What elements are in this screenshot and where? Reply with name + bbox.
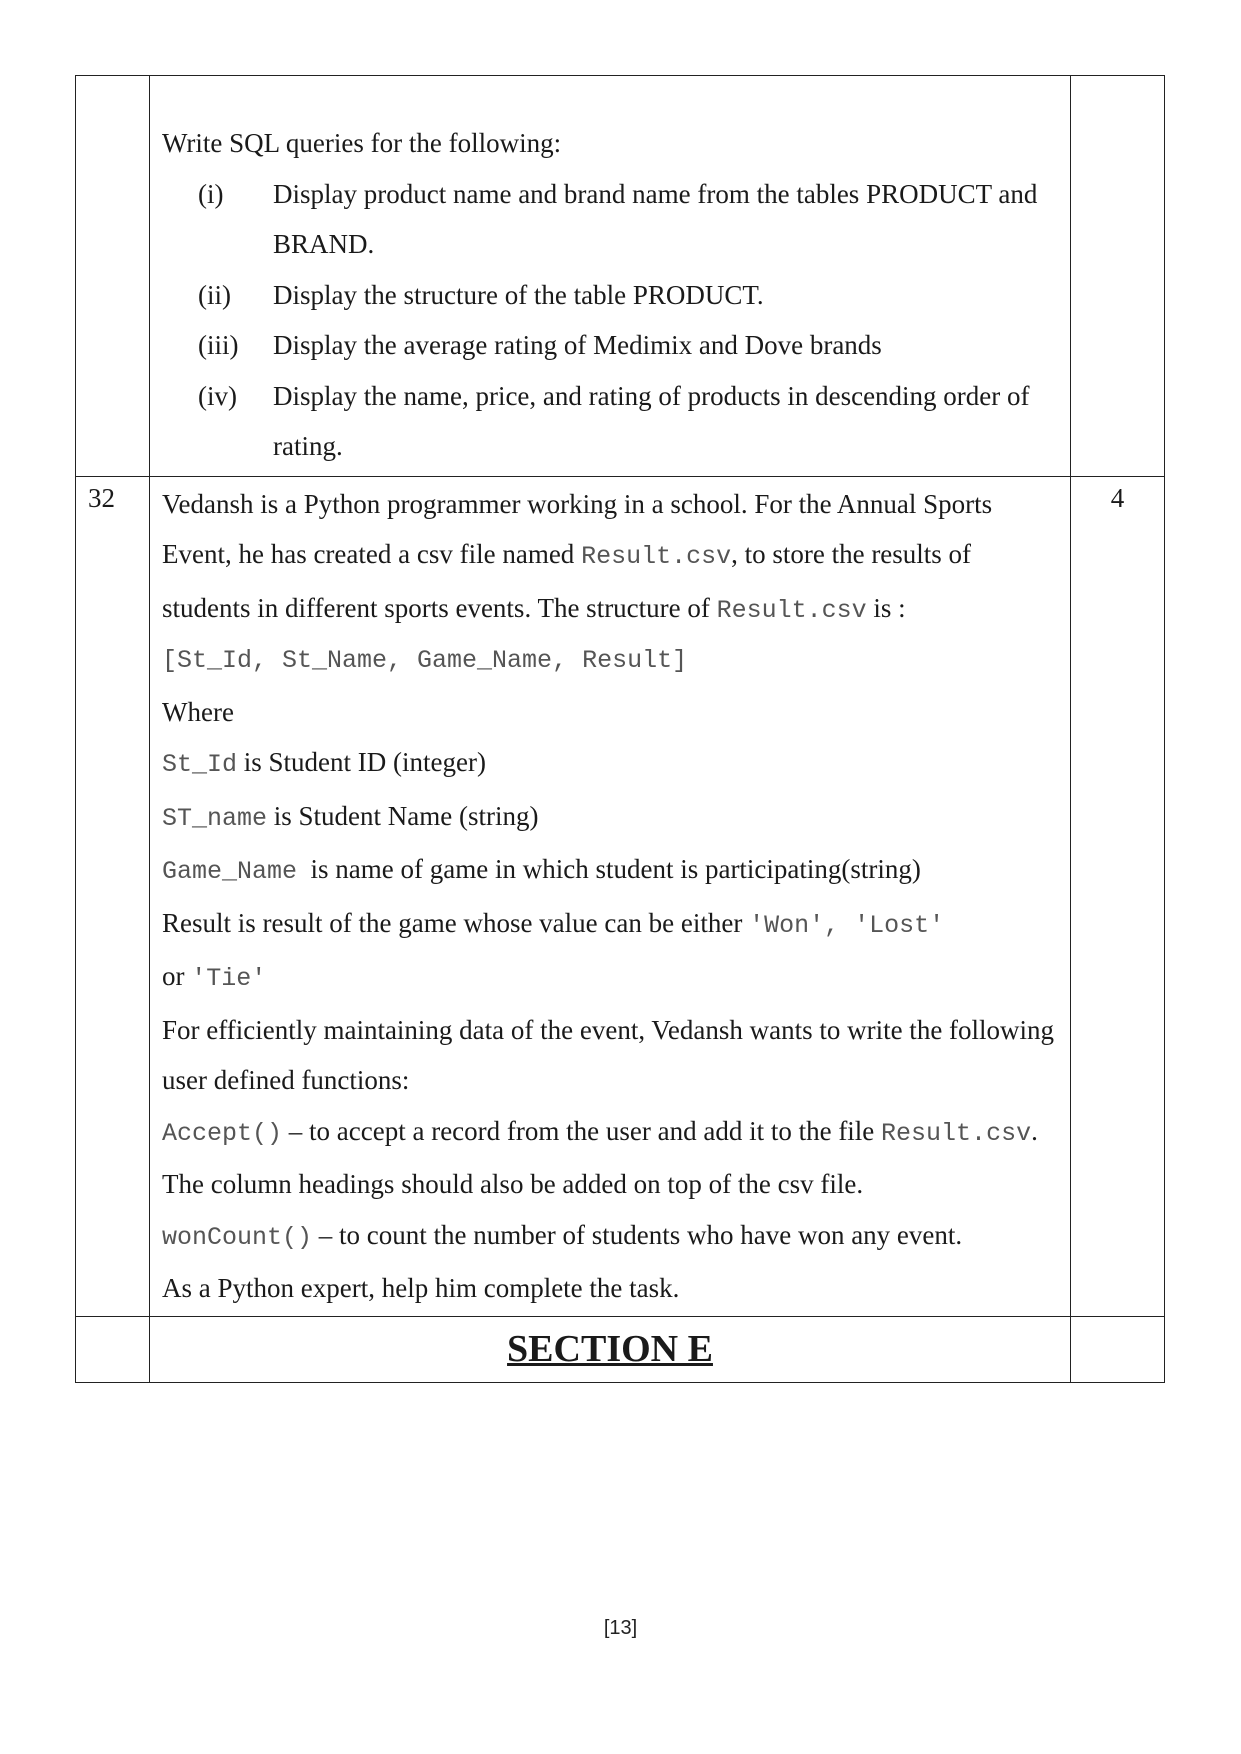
question-31-row: [76, 76, 1165, 477]
section-marks-cell: [1071, 1316, 1165, 1382]
q32-function-text: – to accept a record from the user and add it to the file: [282, 1115, 882, 1146]
q31-item-label: (ii): [198, 279, 231, 310]
q32-functions-intro: For efficiently maintaining data of the event, Vedansh wants to write the following user defined functions:: [162, 1014, 1055, 1095]
question-31-number-cell: [76, 76, 150, 477]
q31-item-label: (i): [198, 178, 224, 209]
q32-function-desc: [162, 1106, 1064, 1210]
q31-item-text: Display the average rating of Medimix and Dove brands: [273, 330, 882, 360]
q32-field-text: is name of game in which student is participating(string): [297, 854, 921, 884]
q32-field-desc: [162, 898, 1064, 1005]
q32-field-desc: [162, 737, 1064, 791]
q32-field-text: is Student ID (integer): [237, 747, 486, 777]
q31-item-label: (iii): [198, 330, 239, 360]
q32-field-text: or: [162, 961, 192, 991]
q32-function-code: wonCount(): [162, 1222, 313, 1252]
question-31-marks-cell: [1071, 76, 1165, 477]
q31-item: [162, 270, 1064, 321]
q32-function-desc: [162, 1210, 1064, 1264]
q31-item-label: (iv): [198, 380, 237, 411]
q32-field-text: is Student Name (string): [267, 800, 539, 831]
q32-structure: [St_Id, St_Name, Game_Name, Result]: [162, 646, 688, 675]
section-title: SECTION E: [150, 1316, 1071, 1382]
q32-text: , to store the results of students in different sports events. The structure of: [162, 539, 972, 623]
question-table: [75, 75, 1165, 1383]
q32-function-code: Accept(): [162, 1118, 283, 1148]
q32-function-text: – to count the number of students who have won any event.: [312, 1219, 963, 1250]
section-row: [76, 1316, 1165, 1382]
q31-item: [162, 169, 1064, 270]
question-31-content: [150, 76, 1071, 477]
q32-field-code: ST_name: [162, 803, 268, 833]
q32-field-code: Game_Name: [162, 857, 298, 886]
q31-item: [162, 320, 1064, 371]
q31-item-text: Display the structure of the table PRODUCT.: [273, 279, 764, 310]
page-number: [13]: [603, 1617, 638, 1639]
q32-intro-paragraph: [162, 479, 1064, 637]
q32-where: Where: [162, 696, 234, 727]
question-32-content: [150, 476, 1071, 1316]
q32-filename: Result.csv: [716, 595, 867, 625]
q32-closing: As a Python expert, help him complete the task.: [162, 1273, 680, 1303]
q32-function-text: . The column headings should also be added on top of the csv file.: [162, 1115, 1038, 1199]
question-32-marks: 4: [1071, 476, 1165, 1316]
question-32-number: 32: [76, 476, 150, 1316]
q32-field-desc: [162, 791, 1064, 845]
q32-field-code: 'Won', 'Lost': [749, 910, 945, 940]
q31-item: [162, 371, 1064, 472]
section-number-cell: [76, 1316, 150, 1382]
q32-field-code: 'Tie': [191, 964, 267, 993]
q32-field-code: St_Id: [162, 750, 238, 779]
question-32-row: [76, 476, 1165, 1316]
q32-field-text: Result is result of the game whose value can be either: [162, 907, 750, 938]
q31-item-text: Display product name and brand name from the tables PRODUCT and BRAND.: [273, 178, 1038, 259]
q31-intro: Write SQL queries for the following:: [162, 128, 562, 158]
q31-item-text: Display the name, price, and rating of products in descending order of rating.: [273, 380, 1030, 461]
q32-filename: Result.csv: [881, 1118, 1032, 1148]
q32-text: is :: [866, 592, 906, 623]
q32-text: Vedansh is a Python programmer working in a school. For the Annual Sports Event, he has created a csv file named: [162, 488, 993, 569]
q32-filename: Result.csv: [581, 542, 732, 571]
q32-field-desc: [162, 844, 1064, 898]
